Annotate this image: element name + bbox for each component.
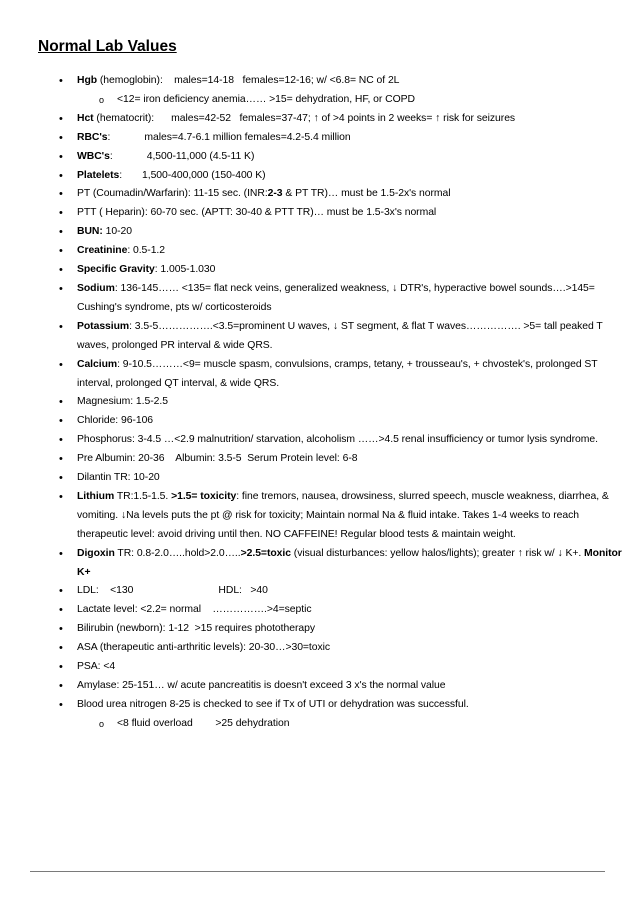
list-item	[38, 356, 628, 394]
item-term: Potassium	[77, 320, 130, 332]
item-text: Dilantin TR: 10-20	[77, 472, 160, 484]
page-title: Normal Lab Values	[38, 38, 177, 55]
item-values: 4,500-11,000 (4.5-11 K)	[112, 150, 255, 162]
item-emphasis: Monitor K+	[77, 547, 625, 578]
item-term: Specific Gravity	[77, 264, 155, 276]
item-emphasis: >1.5= toxicity	[171, 490, 237, 502]
item-text: Amylase: 25-151… w/ acute pancreatitis is doesn't exceed 3 x's the normal value	[77, 680, 446, 691]
item-text: (visual disturbances: yellow halos/lights); greater ↑ risk w/ ↓ K+.	[290, 547, 585, 559]
item-term: WBC's	[77, 150, 110, 162]
item-term: Lithium	[77, 490, 115, 502]
item-text: & PT TR)… must be 1.5-2x's normal	[282, 188, 451, 200]
item-values: males=42-52 females=37-47; ↑ of >4 points in 2 weeks= ↑ risk for seizures	[154, 112, 516, 124]
list-item	[38, 393, 628, 412]
list-item	[38, 72, 628, 91]
list-item	[38, 261, 628, 280]
item-term: RBC's	[77, 131, 108, 143]
lab-values-list	[38, 72, 628, 734]
item-term: Hgb	[77, 75, 98, 86]
list-item	[38, 450, 628, 469]
item-values: males=4.7-6.1 million females=4.2-5.4 million	[110, 131, 351, 143]
item-text: : 0.5-1.2	[127, 245, 165, 257]
list-item	[38, 148, 628, 167]
item-text: Lactate level: <2.2= normal …………….>4=septic	[77, 604, 312, 616]
item-text: <12= iron deficiency anemia…… >15= dehydration, HF, or COPD	[117, 93, 415, 105]
list-item	[38, 242, 628, 261]
item-text: :	[107, 131, 111, 143]
item-text: PTT ( Heparin): 60-70 sec. (APTT: 30-40 & PTT TR)… must be 1.5-3x's normal	[77, 207, 437, 219]
list-item	[38, 601, 628, 620]
item-emphasis: >2.5=toxic	[240, 547, 291, 559]
item-term: Calcium	[77, 358, 118, 370]
item-text: : 3.5-5…………….<3.5=prominent U waves, ↓ ST segment, & flat T waves……………. >5= tall peaked T waves, prolonged PR interval & wide QRS.	[77, 320, 606, 351]
item-term: Creatinine	[77, 245, 128, 257]
list-item	[38, 280, 628, 318]
item-text: (hemoglobin):	[97, 75, 163, 86]
list-item	[38, 639, 628, 658]
item-text: TR: 0.8-2.0…..hold>2.0…..	[114, 547, 241, 559]
item-emphasis: 2-3	[267, 188, 283, 200]
item-text: Bilirubin (newborn): 1-12 >15 requires phototherapy	[77, 623, 315, 635]
item-text: LDL: <130 HDL: >40	[77, 585, 268, 597]
list-item	[38, 620, 628, 639]
item-text: PSA: <4	[77, 661, 116, 673]
item-term: Platelets	[77, 169, 120, 181]
list-item	[38, 318, 628, 356]
item-text: : 136-145…… <135= flat neck veins, generalized weakness, ↓ DTR's, hyperactive bowel sounds….>145= Cushing's syndrome, pts w/ corticosteroids	[77, 282, 598, 313]
item-text: Chloride: 96-106	[77, 415, 154, 427]
item-text: :	[109, 150, 113, 162]
list-item	[38, 223, 628, 242]
list-item	[38, 129, 628, 148]
sub-list-item	[38, 91, 628, 110]
item-text: Phosphorus: 3-4.5 …<2.9 malnutrition/ starvation, alcoholism ……>4.5 renal insufficiency or tumor lysis syndrome.	[77, 434, 598, 446]
item-text: Pre Albumin: 20-36 Albumin: 3.5-5 Serum Protein level: 6-8	[77, 453, 358, 465]
list-item	[38, 469, 628, 488]
item-text: Magnesium: 1.5-2.5	[77, 396, 168, 408]
footer-divider	[30, 871, 605, 872]
item-text: :	[119, 169, 123, 181]
list-item	[38, 677, 628, 696]
list-item	[38, 167, 628, 186]
list-item	[38, 412, 628, 431]
list-item	[38, 545, 628, 583]
item-values: 1,500-400,000 (150-400 K)	[122, 169, 266, 181]
item-text: Blood urea nitrogen 8-25 is checked to see if Tx of UTI or dehydration was successful.	[77, 698, 469, 710]
item-text: 10-20	[102, 226, 132, 238]
item-text: ASA (therapeutic anti-arthritic levels): 20-30…>30=toxic	[77, 642, 331, 654]
sub-list-item	[38, 715, 628, 734]
list-item	[38, 185, 628, 204]
list-item	[38, 110, 628, 129]
item-values: males=14-18 females=12-16; w/ <6.8= NC of 2L	[162, 75, 400, 86]
item-text: PT (Coumadin/Warfarin): 11-15 sec. (INR:	[77, 188, 268, 200]
list-item	[38, 696, 628, 715]
item-text: : 9-10.5………<9= muscle spasm, convulsions, cramps, tetany, + trousseau's, + chvostek's, prolonged ST interval, prolonged QT interval, & wide QRS.	[77, 358, 601, 389]
list-item	[38, 204, 628, 223]
item-text: TR:1.5-1.5.	[114, 490, 172, 502]
item-text: <8 fluid overload >25 dehydration	[117, 717, 290, 729]
item-term: BUN:	[77, 226, 103, 238]
item-text: (hematocrit):	[93, 112, 155, 124]
list-item	[38, 488, 628, 545]
item-term: Digoxin	[77, 547, 115, 559]
item-text: : 1.005-1.030	[154, 264, 216, 276]
list-item	[38, 658, 628, 677]
item-term: Hct	[77, 112, 94, 124]
list-item	[38, 431, 628, 450]
list-item	[38, 582, 628, 601]
item-text: : fine tremors, nausea, drowsiness, slurred speech, muscle weakness, diarrhea, & vomiting. ↓Na levels puts the pt @ risk for toxicity; Maintain normal Na & fluid intake. Takes 1-4 weeks to reach therapeutic level: avoid driving until then. NO CAFFEINE! Regular blood tests & maintain weight.	[77, 490, 612, 540]
item-term: Sodium	[77, 282, 115, 294]
